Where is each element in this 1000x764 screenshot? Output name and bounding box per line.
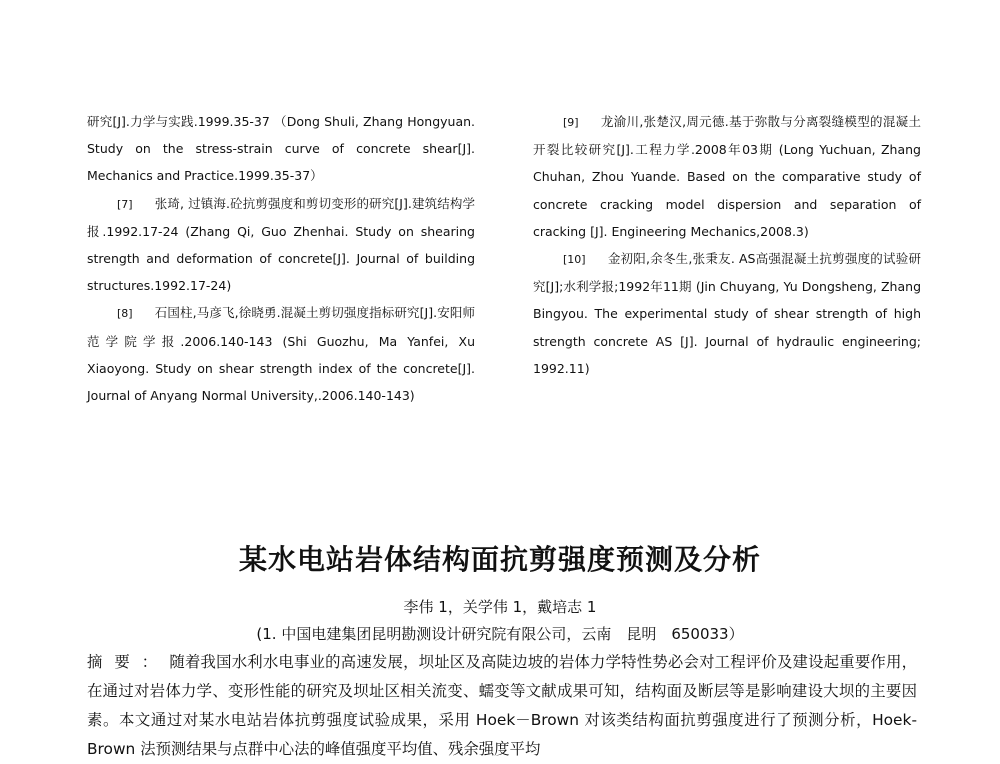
- reference-text: 龙渝川,张楚汉,周元德.基于弥散与分离裂缝模型的混凝土开裂比较研究[J].工程力学.2008年03期 (Long Yuchuan, Zhang Chuhan, Zhou Yuande. Based on the comparative study of concrete cracking model dispersion and separation of cracking [J]. Engineering Mechanics,2008.3): [533, 114, 921, 239]
- reference-6-continued: [87, 108, 475, 190]
- reference-9: [533, 108, 921, 245]
- reference-text: 金初阳,余冬生,张秉友. AS高强混凝土抗剪强度的试验研究[J];水利学报;1992年11期 (Jin Chuyang, Yu Dongsheng, Zhang Bingyou. The experimental study of shear strength of high strength concrete AS [J]. Journal of hydraulic engineering; 1992.11): [533, 251, 921, 376]
- reference-number: [8]: [117, 307, 133, 321]
- reference-10: [533, 245, 921, 382]
- paper-abstract: [87, 648, 917, 764]
- abstract-label: 摘要：: [87, 653, 170, 671]
- reference-number: [10]: [563, 253, 586, 267]
- references-right-column: [533, 108, 921, 382]
- references-left-column: [87, 108, 475, 409]
- paper-title: 某水电站岩体结构面抗剪强度预测及分析: [238, 543, 761, 576]
- paper-authors: 李伟 1，关学伟 1，戴培志 1: [403, 598, 597, 616]
- reference-number: [9]: [563, 116, 579, 129]
- abstract-text: 随着我国水利水电事业的高速发展，坝址区及高陡边坡的岩体力学特性势必会对工程评价及建设起重要作用，在通过对岩体力学、变形性能的研究及坝址区相关流变、蠕变等文献成果可知，结构面及断层等是影响建设大坝的主要因素。本文通过对某水电站岩体抗剪强度试验成果，采用 Hoek－Brown 对该类结构面抗剪强度进行了预测分析，Hoek-Brown 法预测结果与点群中心法的峰值强度平均值、残余强度平均: [87, 653, 917, 758]
- reference-7: [87, 190, 475, 300]
- reference-text: 张琦, 过镇海.砼抗剪强度和剪切变形的研究[J].建筑结构学报.1992.17-24 (Zhang Qi, Guo Zhenhai. Study on shearing strength and deformation of concrete[J]. Journal of building structures.1992.17-24): [87, 195, 475, 294]
- reference-8: [87, 299, 475, 409]
- reference-text: 石国柱,马彦飞,徐晓勇.混凝土剪切强度指标研究[J].安阳师范学院学报.2006.140-143 (Shi Guozhu, Ma Yanfei, Xu Xiaoyong. Study on shear strength index of the concrete[J]. Journal of Anyang Normal University,.2006.140-143): [87, 305, 475, 404]
- reference-text: 研究[J].力学与实践.1999.35-37 （Dong Shuli, Zhang Hongyuan. Study on the stress-strain curve of concrete shear[J]. Mechanics and Practice.1999.35-37）: [87, 114, 475, 184]
- reference-number: [7]: [117, 197, 133, 211]
- paper-affiliation: (1. 中国电建集团昆明勘测设计研究院有限公司，云南 昆明 650033）: [256, 625, 744, 643]
